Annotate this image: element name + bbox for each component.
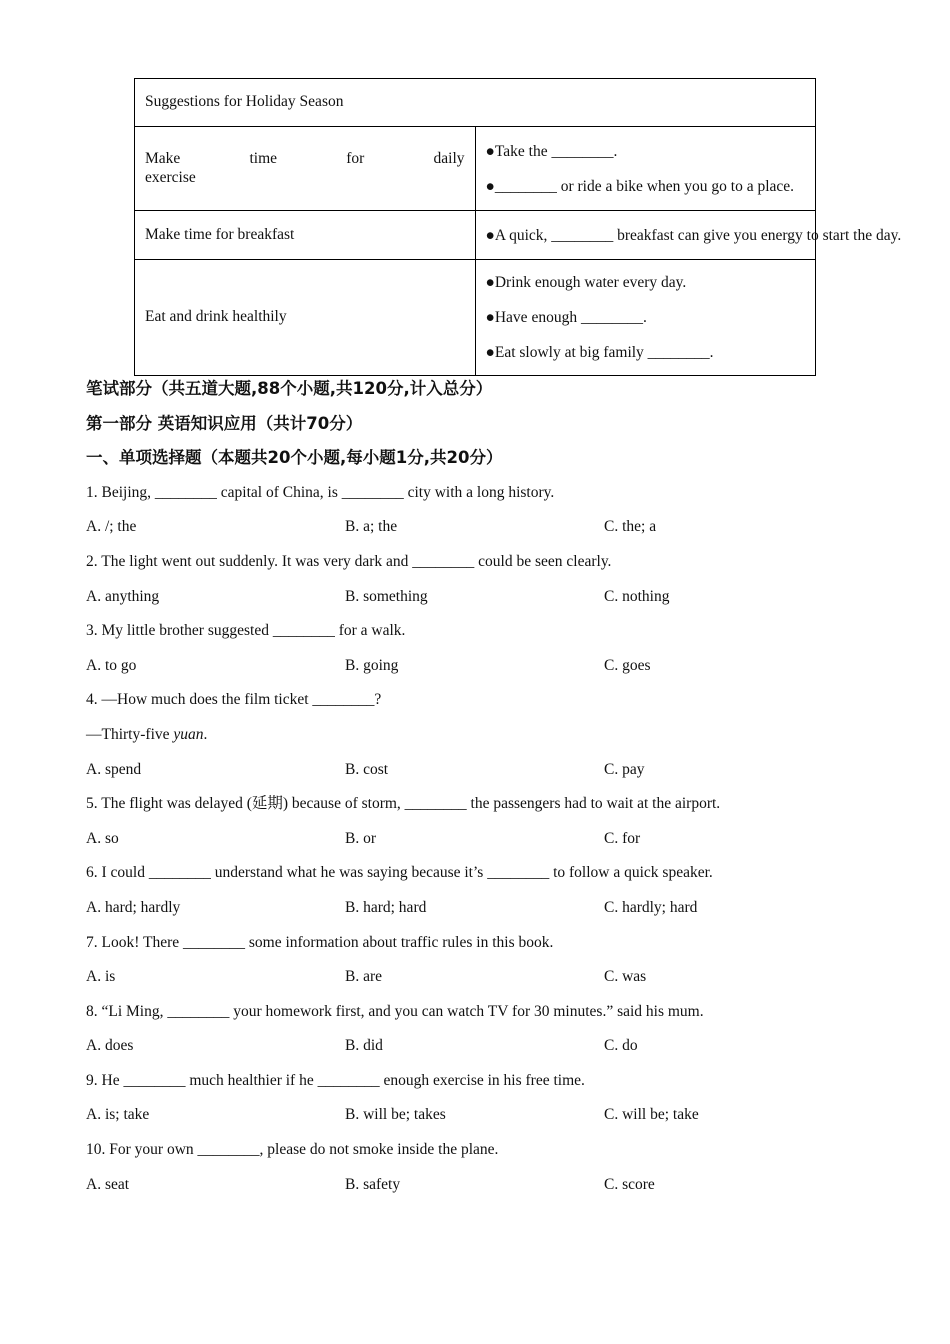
question-1 (86, 476, 886, 545)
question-options (86, 753, 886, 788)
question-stem: 10. For your own ________, please do not smoke inside the plane. (86, 1141, 499, 1159)
question-8 (86, 995, 886, 1064)
question-9 (86, 1064, 886, 1133)
exam-body (86, 372, 886, 1202)
option-b: B. or (345, 829, 376, 847)
question-stem: 9. He ________ much healthier if he ________ enough exercise in his free time. (86, 1071, 585, 1089)
option-b: B. will be; takes (345, 1106, 446, 1124)
option-b: B. something (345, 587, 428, 605)
question-stem: 3. My little brother suggested ________ for a walk. (86, 622, 406, 640)
option-b: B. cost (345, 760, 389, 778)
question-3 (86, 614, 886, 683)
option-a: A. is; take (86, 1106, 150, 1124)
question-stem: 4. —How much does the film ticket ________? (86, 691, 382, 709)
question-7 (86, 926, 886, 995)
row-label: Make time for breakfast (135, 211, 476, 260)
question-6 (86, 856, 886, 925)
option-a: A. so (86, 829, 119, 847)
question-options (86, 1029, 886, 1064)
question-options (86, 960, 886, 995)
question-stem: 6. I could ________ understand what he was saying because it’s ________ to follow a quick speaker. (86, 864, 713, 882)
row-label: Eat and drink healthily (135, 260, 476, 376)
row-content (475, 260, 816, 376)
option-b: B. are (345, 968, 383, 986)
option-a: A. to go (86, 656, 137, 674)
option-b: B. a; the (345, 518, 398, 536)
question-options (86, 822, 886, 857)
option-c: C. do (604, 1037, 638, 1055)
bullet-item: ●Drink enough water every day. (485, 274, 687, 291)
question-stem: 1. Beijing, ________ capital of China, is ________ city with a long history. (86, 483, 555, 501)
question-options (86, 891, 886, 926)
option-c: C. goes (604, 656, 651, 674)
bullet-item: ●A quick, ________ breakfast can give you energy to start the day. (485, 226, 902, 244)
option-b: B. did (345, 1037, 383, 1055)
option-c: C. for (604, 829, 641, 847)
row-content (475, 211, 902, 260)
question-options (86, 1168, 886, 1203)
table-row (135, 127, 816, 211)
reply-italic: yuan (173, 725, 204, 743)
option-b: B. hard; hard (345, 898, 427, 916)
bullet-item: ●Have enough ________. (485, 309, 647, 326)
reply-end: . (203, 725, 208, 743)
row-label-line1: Make time for daily (145, 149, 465, 167)
bullet-item: ●________ or ride a bike when you go to a place. (485, 177, 795, 195)
question-options (86, 580, 886, 615)
option-a: A. is (86, 968, 116, 986)
option-c: C. pay (604, 760, 645, 778)
question-2 (86, 545, 886, 614)
bullet-item: ●Eat slowly at big family ________. (485, 344, 714, 361)
table-row (135, 260, 816, 376)
option-c: C. was (604, 968, 647, 986)
option-a: A. /; the (86, 518, 137, 536)
question-10 (86, 1133, 886, 1202)
question-stem-reply (86, 718, 886, 753)
row-label-line2: exercise (145, 168, 196, 186)
option-c: C. the; a (604, 518, 657, 536)
row-content (475, 127, 816, 211)
section-heading: 一、单项选择题（本题共20个小题,每小题1分,共20分） (86, 448, 503, 468)
option-a: A. anything (86, 587, 160, 605)
option-a: A. spend (86, 760, 142, 778)
question-options (86, 649, 886, 684)
option-c: C. nothing (604, 587, 670, 605)
exam-heading: 笔试部分（共五道大题,88个小题,共120分,计入总分） (86, 379, 493, 398)
question-5 (86, 787, 886, 856)
option-a: A. does (86, 1037, 134, 1055)
option-b: B. safety (345, 1175, 401, 1193)
bullet-item: ●Take the ________. (485, 142, 618, 160)
reply-text: —Thirty-five (86, 725, 174, 743)
table-title: Suggestions for Holiday Season (135, 79, 816, 127)
option-a: A. seat (86, 1175, 130, 1193)
option-c: C. will be; take (604, 1106, 699, 1124)
suggestions-table-container (134, 78, 902, 376)
table-title-row (135, 79, 816, 127)
row-label (135, 127, 476, 211)
question-options (86, 510, 886, 545)
option-c: C. hardly; hard (604, 898, 698, 916)
option-c: C. score (604, 1175, 655, 1193)
question-stem: 2. The light went out suddenly. It was very dark and ________ could be seen clearly. (86, 552, 612, 570)
option-a: A. hard; hardly (86, 898, 181, 916)
option-b: B. going (345, 656, 399, 674)
question-stem: 7. Look! There ________ some information about traffic rules in this book. (86, 933, 554, 951)
question-options (86, 1098, 886, 1133)
question-stem: 8. “Li Ming, ________ your homework first, and you can watch TV for 30 minutes.” said his mum. (86, 1002, 704, 1020)
question-4 (86, 683, 886, 787)
question-stem: 5. The flight was delayed (延期) because of storm, ________ the passengers had to wait at the airport. (86, 795, 721, 813)
suggestions-table (134, 78, 902, 376)
part-heading: 第一部分 英语知识应用（共计70分） (86, 413, 363, 433)
table-row (135, 211, 816, 260)
